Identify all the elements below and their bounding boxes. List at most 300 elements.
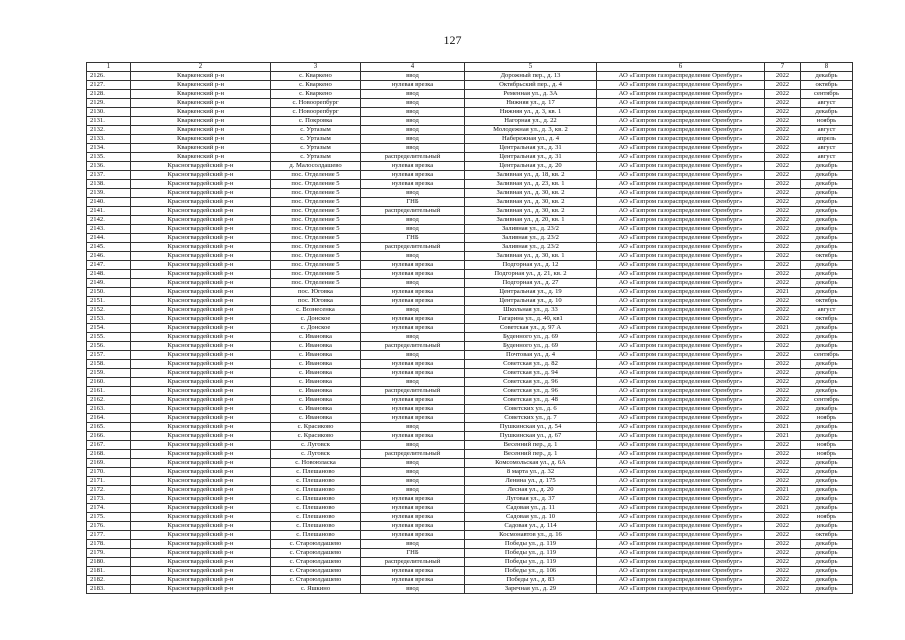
year-cell: 2022 — [765, 459, 801, 468]
work-type-cell: распределительный — [361, 387, 465, 396]
address-cell: Победы ул., д. 119 — [465, 549, 597, 558]
year-cell: 2022 — [765, 234, 801, 243]
month-cell: декабрь — [801, 486, 853, 495]
settlement-cell: пос. Отделение 5 — [271, 207, 361, 216]
work-type-cell: распределительный — [361, 342, 465, 351]
month-cell: декабрь — [801, 567, 853, 576]
address-cell: Школьная ул., д. 33 — [465, 306, 597, 315]
year-cell: 2022 — [765, 252, 801, 261]
address-cell: Комсомольская ул., д. 6А — [465, 459, 597, 468]
row-number-cell: 2170. — [87, 468, 131, 477]
table-row — [87, 459, 853, 468]
table-row — [87, 90, 853, 99]
work-type-cell: распределительный — [361, 153, 465, 162]
address-cell: Весенний пер., д. 1 — [465, 441, 597, 450]
table-row — [87, 504, 853, 513]
month-cell: декабрь — [801, 423, 853, 432]
month-cell: ноябрь — [801, 117, 853, 126]
settlement-cell: с. Плешаново — [271, 504, 361, 513]
year-cell: 2021 — [765, 432, 801, 441]
district-cell: Красногвардейский р-н — [131, 270, 271, 279]
settlement-cell: пос. Отделение 5 — [271, 180, 361, 189]
organization-cell: АО «Газпром газораспределение Оренбург» — [597, 108, 765, 117]
table-row — [87, 243, 853, 252]
month-cell: ноябрь — [801, 450, 853, 459]
table-row — [87, 495, 853, 504]
organization-cell: АО «Газпром газораспределение Оренбург» — [597, 162, 765, 171]
settlement-cell: с. Плешаново — [271, 486, 361, 495]
year-cell: 2022 — [765, 585, 801, 594]
settlement-cell: с. Ивановка — [271, 405, 361, 414]
address-cell: Советская ул., д. 48 — [465, 396, 597, 405]
table-row — [87, 405, 853, 414]
row-number-cell: 2178. — [87, 540, 131, 549]
work-type-cell: ввод — [361, 252, 465, 261]
district-cell: Красногвардейский р-н — [131, 297, 271, 306]
settlement-cell: пос. Отделение 5 — [271, 189, 361, 198]
district-cell: Красногвардейский р-н — [131, 216, 271, 225]
table-row — [87, 414, 853, 423]
row-number-cell: 2163. — [87, 405, 131, 414]
row-number-cell: 2172. — [87, 486, 131, 495]
row-number-cell: 2164. — [87, 414, 131, 423]
district-cell: Красногвардейский р-н — [131, 585, 271, 594]
address-cell: Гагарина ул., д. 40, кв1 — [465, 315, 597, 324]
table-row — [87, 351, 853, 360]
month-cell: декабрь — [801, 495, 853, 504]
work-type-cell: нулевая врезка — [361, 324, 465, 333]
organization-cell: АО «Газпром газораспределение Оренбург» — [597, 126, 765, 135]
settlement-cell: пос. Юговка — [271, 297, 361, 306]
work-type-cell: ввод — [361, 108, 465, 117]
settlement-cell: с. Плешаново — [271, 513, 361, 522]
district-cell: Красногвардейский р-н — [131, 468, 271, 477]
work-type-cell: нулевая врезка — [361, 81, 465, 90]
year-cell: 2022 — [765, 468, 801, 477]
settlement-cell: пос. Отделение 5 — [271, 198, 361, 207]
work-type-cell: нулевая врезка — [361, 180, 465, 189]
row-number-cell: 2183. — [87, 585, 131, 594]
organization-cell: АО «Газпром газораспределение Оренбург» — [597, 432, 765, 441]
year-cell: 2022 — [765, 441, 801, 450]
row-number-cell: 2176. — [87, 522, 131, 531]
address-cell: Победы ул., д. 119 — [465, 558, 597, 567]
month-cell: декабрь — [801, 558, 853, 567]
month-cell: октябрь — [801, 252, 853, 261]
work-type-cell: ввод — [361, 225, 465, 234]
district-cell: Красногвардейский р-н — [131, 198, 271, 207]
year-cell: 2022 — [765, 360, 801, 369]
district-cell: Кваркенский р-н — [131, 90, 271, 99]
row-number-cell: 2142. — [87, 216, 131, 225]
work-type-cell: нулевая врезка — [361, 513, 465, 522]
work-type-cell: ввод — [361, 189, 465, 198]
table-row — [87, 297, 853, 306]
settlement-cell: с. Староюлдашево — [271, 540, 361, 549]
month-cell: декабрь — [801, 207, 853, 216]
settlement-cell: с. Плешаново — [271, 477, 361, 486]
address-cell: Заливная ул., д. 20, кв. 1 — [465, 216, 597, 225]
month-cell: декабрь — [801, 477, 853, 486]
organization-cell: АО «Газпром газораспределение Оренбург» — [597, 243, 765, 252]
work-type-cell: ГНБ — [361, 549, 465, 558]
work-type-cell: нулевая врезка — [361, 171, 465, 180]
table-row — [87, 585, 853, 594]
year-cell: 2022 — [765, 81, 801, 90]
organization-cell: АО «Газпром газораспределение Оренбург» — [597, 135, 765, 144]
work-type-cell: ввод — [361, 135, 465, 144]
row-number-cell: 2157. — [87, 351, 131, 360]
work-type-cell: ввод — [361, 306, 465, 315]
row-number-cell: 2134. — [87, 144, 131, 153]
district-cell: Красногвардейский р-н — [131, 252, 271, 261]
settlement-cell: с. Луговск — [271, 441, 361, 450]
year-cell: 2022 — [765, 342, 801, 351]
work-type-cell: ввод — [361, 279, 465, 288]
address-cell: Заливная ул., д. 18, кв. 2 — [465, 171, 597, 180]
table-row — [87, 576, 853, 585]
row-number-cell: 2147. — [87, 261, 131, 270]
table-row — [87, 315, 853, 324]
month-cell: октябрь — [801, 81, 853, 90]
settlement-cell: с. Староюлдашево — [271, 567, 361, 576]
address-cell: Набережная ул., д. 4 — [465, 135, 597, 144]
address-cell: Центральная ул., д. 31 — [465, 153, 597, 162]
year-cell: 2022 — [765, 396, 801, 405]
year-cell: 2022 — [765, 207, 801, 216]
work-type-cell: распределительный — [361, 558, 465, 567]
organization-cell: АО «Газпром газораспределение Оренбург» — [597, 81, 765, 90]
table-row — [87, 135, 853, 144]
settlement-cell: с. Кваркено — [271, 72, 361, 81]
month-cell: декабрь — [801, 333, 853, 342]
table-row — [87, 423, 853, 432]
row-number-cell: 2130. — [87, 108, 131, 117]
organization-cell: АО «Газпром газораспределение Оренбург» — [597, 576, 765, 585]
table-row — [87, 288, 853, 297]
year-cell: 2022 — [765, 162, 801, 171]
month-cell: сентябрь — [801, 396, 853, 405]
settlement-cell: с. Ивановка — [271, 333, 361, 342]
work-type-cell: нулевая врезка — [361, 414, 465, 423]
year-cell: 2022 — [765, 405, 801, 414]
month-cell: декабрь — [801, 225, 853, 234]
organization-cell: АО «Газпром газораспределение Оренбург» — [597, 207, 765, 216]
settlement-cell: с. Новоорепбург — [271, 108, 361, 117]
year-cell: 2022 — [765, 477, 801, 486]
district-cell: Красногвардейский р-н — [131, 531, 271, 540]
address-cell: Буденного ул., д. 69 — [465, 342, 597, 351]
row-number-cell: 2150. — [87, 288, 131, 297]
table-row — [87, 522, 853, 531]
year-cell: 2022 — [765, 135, 801, 144]
settlement-cell: с. Новоорепбург — [271, 99, 361, 108]
table-row — [87, 162, 853, 171]
district-cell: Красногвардейский р-н — [131, 288, 271, 297]
work-type-cell: нулевая врезка — [361, 360, 465, 369]
month-cell: август — [801, 99, 853, 108]
row-number-cell: 2143. — [87, 225, 131, 234]
year-cell: 2022 — [765, 495, 801, 504]
organization-cell: АО «Газпром газораспределение Оренбург» — [597, 396, 765, 405]
address-cell: Заливная ул., д. 23/2 — [465, 234, 597, 243]
year-cell: 2021 — [765, 504, 801, 513]
month-cell: декабрь — [801, 405, 853, 414]
settlement-cell: с. Уртазым — [271, 144, 361, 153]
row-number-cell: 2133. — [87, 135, 131, 144]
district-cell: Красногвардейский р-н — [131, 162, 271, 171]
district-cell: Красногвардейский р-н — [131, 369, 271, 378]
row-number-cell: 2136. — [87, 162, 131, 171]
address-cell: Победы ул., д. 83 — [465, 576, 597, 585]
district-cell: Красногвардейский р-н — [131, 513, 271, 522]
settlement-cell: с. Новоюласка — [271, 459, 361, 468]
row-number-cell: 2179. — [87, 549, 131, 558]
organization-cell: АО «Газпром газораспределение Оренбург» — [597, 450, 765, 459]
work-type-cell: нулевая врезка — [361, 162, 465, 171]
work-type-cell: ввод — [361, 441, 465, 450]
work-type-cell: ввод — [361, 486, 465, 495]
settlement-cell: с. Кваркено — [271, 81, 361, 90]
organization-cell: АО «Газпром газораспределение Оренбург» — [597, 522, 765, 531]
work-type-cell: ввод — [361, 468, 465, 477]
table-row — [87, 549, 853, 558]
district-cell: Красногвардейский р-н — [131, 360, 271, 369]
district-cell: Кваркенский р-н — [131, 99, 271, 108]
organization-cell: АО «Газпром газораспределение Оренбург» — [597, 279, 765, 288]
table-row — [87, 99, 853, 108]
table-row — [87, 387, 853, 396]
settlement-cell: пос. Отделение 5 — [271, 171, 361, 180]
year-cell: 2022 — [765, 450, 801, 459]
work-type-cell: ввод — [361, 540, 465, 549]
district-cell: Красногвардейский р-н — [131, 522, 271, 531]
row-number-cell: 2128. — [87, 90, 131, 99]
work-type-cell: ГНБ — [361, 198, 465, 207]
settlement-cell: с. Вознесенка — [271, 306, 361, 315]
organization-cell: АО «Газпром газораспределение Оренбург» — [597, 486, 765, 495]
district-cell: Кваркенский р-н — [131, 108, 271, 117]
settlement-cell: пос. Юговка — [271, 288, 361, 297]
row-number-cell: 2153. — [87, 315, 131, 324]
month-cell: август — [801, 306, 853, 315]
address-cell: Нижняя ул., д. 3, кв. 1 — [465, 108, 597, 117]
address-cell: Центральная ул., д. 19 — [465, 288, 597, 297]
year-cell: 2022 — [765, 198, 801, 207]
settlement-cell: с. Плешаново — [271, 531, 361, 540]
district-cell: Красногвардейский р-н — [131, 351, 271, 360]
year-cell: 2022 — [765, 513, 801, 522]
month-cell: декабрь — [801, 522, 853, 531]
district-cell: Красногвардейский р-н — [131, 234, 271, 243]
month-cell: ноябрь — [801, 513, 853, 522]
address-cell: Заливная ул., д. 23, кв. 1 — [465, 180, 597, 189]
table-row — [87, 180, 853, 189]
table-row — [87, 198, 853, 207]
table-row — [87, 108, 853, 117]
settlement-cell: с. Староюлдашево — [271, 576, 361, 585]
address-cell: Почтовая ул., д. 4 — [465, 351, 597, 360]
row-number-cell: 2151. — [87, 297, 131, 306]
organization-cell: АО «Газпром газораспределение Оренбург» — [597, 513, 765, 522]
work-type-cell: ввод — [361, 423, 465, 432]
district-cell: Красногвардейский р-н — [131, 549, 271, 558]
table-row — [87, 477, 853, 486]
year-cell: 2022 — [765, 126, 801, 135]
row-number-cell: 2180. — [87, 558, 131, 567]
row-number-cell: 2139. — [87, 189, 131, 198]
settlement-cell: с. Луговск — [271, 450, 361, 459]
table-row — [87, 153, 853, 162]
work-type-cell: ввод — [361, 90, 465, 99]
organization-cell: АО «Газпром газораспределение Оренбург» — [597, 180, 765, 189]
row-number-cell: 2173. — [87, 495, 131, 504]
organization-cell: АО «Газпром газораспределение Оренбург» — [597, 270, 765, 279]
district-cell: Красногвардейский р-н — [131, 540, 271, 549]
settlement-cell: с. Ивановка — [271, 414, 361, 423]
year-cell: 2022 — [765, 549, 801, 558]
column-header: 4 — [361, 63, 465, 72]
year-cell: 2022 — [765, 117, 801, 126]
table-row — [87, 432, 853, 441]
month-cell: декабрь — [801, 324, 853, 333]
column-header: 8 — [801, 63, 853, 72]
year-cell: 2022 — [765, 558, 801, 567]
address-cell: Подгорная ул., д. 21, кв. 2 — [465, 270, 597, 279]
settlement-cell: пос. Отделение 5 — [271, 216, 361, 225]
year-cell: 2022 — [765, 180, 801, 189]
address-cell: Садовая ул., д. 11 — [465, 504, 597, 513]
column-header: 7 — [765, 63, 801, 72]
work-type-cell: нулевая врезка — [361, 315, 465, 324]
organization-cell: АО «Газпром газораспределение Оренбург» — [597, 225, 765, 234]
month-cell: декабрь — [801, 243, 853, 252]
row-number-cell: 2177. — [87, 531, 131, 540]
work-type-cell: нулевая врезка — [361, 432, 465, 441]
month-cell: декабрь — [801, 72, 853, 81]
column-header: 2 — [131, 63, 271, 72]
settlement-cell: с. Ивановка — [271, 396, 361, 405]
row-number-cell: 2175. — [87, 513, 131, 522]
organization-cell: АО «Газпром газораспределение Оренбург» — [597, 378, 765, 387]
address-cell: Молодежная ул., д. 3, кв. 2 — [465, 126, 597, 135]
settlement-cell: пос. Отделение 5 — [271, 225, 361, 234]
month-cell: декабрь — [801, 576, 853, 585]
district-cell: Красногвардейский р-н — [131, 180, 271, 189]
row-number-cell: 2182. — [87, 576, 131, 585]
month-cell: октябрь — [801, 315, 853, 324]
district-cell: Красногвардейский р-н — [131, 459, 271, 468]
address-cell: Садовая ул., д. 114 — [465, 522, 597, 531]
row-number-cell: 2165. — [87, 423, 131, 432]
year-cell: 2022 — [765, 369, 801, 378]
month-cell: декабрь — [801, 216, 853, 225]
organization-cell: АО «Газпром газораспределение Оренбург» — [597, 495, 765, 504]
year-cell: 2022 — [765, 270, 801, 279]
district-cell: Красногвардейский р-н — [131, 396, 271, 405]
row-number-cell: 2137. — [87, 171, 131, 180]
year-cell: 2022 — [765, 216, 801, 225]
work-type-cell: нулевая врезка — [361, 288, 465, 297]
organization-cell: АО «Газпром газораспределение Оренбург» — [597, 333, 765, 342]
table-row — [87, 513, 853, 522]
settlement-cell: с. Плешаново — [271, 522, 361, 531]
district-cell: Кваркенский р-н — [131, 144, 271, 153]
district-cell: Красногвардейский р-н — [131, 342, 271, 351]
table-row — [87, 342, 853, 351]
settlement-cell: пос. Отделение 5 — [271, 270, 361, 279]
table-row — [87, 450, 853, 459]
organization-cell: АО «Газпром газораспределение Оренбург» — [597, 423, 765, 432]
work-type-cell: ввод — [361, 477, 465, 486]
work-type-cell: ввод — [361, 99, 465, 108]
address-cell: Советских ул., д. 6 — [465, 405, 597, 414]
district-cell: Красногвардейский р-н — [131, 306, 271, 315]
year-cell: 2022 — [765, 333, 801, 342]
organization-cell: АО «Газпром газораспределение Оренбург» — [597, 387, 765, 396]
month-cell: декабрь — [801, 180, 853, 189]
month-cell: декабрь — [801, 540, 853, 549]
work-type-cell: ввод — [361, 117, 465, 126]
organization-cell: АО «Газпром газораспределение Оренбург» — [597, 405, 765, 414]
district-cell: Красногвардейский р-н — [131, 405, 271, 414]
work-type-cell: нулевая врезка — [361, 369, 465, 378]
district-cell: Красногвардейский р-н — [131, 243, 271, 252]
year-cell: 2022 — [765, 351, 801, 360]
work-type-cell: ввод — [361, 459, 465, 468]
organization-cell: АО «Газпром газораспределение Оренбург» — [597, 459, 765, 468]
row-number-cell: 2146. — [87, 252, 131, 261]
work-type-cell: ввод — [361, 351, 465, 360]
table-row — [87, 333, 853, 342]
row-number-cell: 2126. — [87, 72, 131, 81]
work-type-cell: распределительный — [361, 207, 465, 216]
month-cell: декабрь — [801, 270, 853, 279]
table-row — [87, 486, 853, 495]
address-cell: Центральная ул., д. 31 — [465, 144, 597, 153]
work-type-cell: ввод — [361, 378, 465, 387]
address-cell: Заливная ул., д. 30, кв. 2 — [465, 189, 597, 198]
address-cell: Заливная ул., д. 30, кв. 2 — [465, 198, 597, 207]
work-type-cell: ГНБ — [361, 234, 465, 243]
register-table — [86, 62, 853, 594]
year-cell: 2022 — [765, 99, 801, 108]
row-number-cell: 2154. — [87, 324, 131, 333]
month-cell: декабрь — [801, 261, 853, 270]
row-number-cell: 2148. — [87, 270, 131, 279]
address-cell: Заречная ул., д. 29 — [465, 585, 597, 594]
year-cell: 2021 — [765, 423, 801, 432]
month-cell: декабрь — [801, 432, 853, 441]
year-cell: 2022 — [765, 387, 801, 396]
table-row — [87, 261, 853, 270]
work-type-cell: нулевая врезка — [361, 405, 465, 414]
table-row — [87, 567, 853, 576]
organization-cell: АО «Газпром газораспределение Оренбург» — [597, 297, 765, 306]
table-row — [87, 126, 853, 135]
row-number-cell: 2174. — [87, 504, 131, 513]
table-row — [87, 144, 853, 153]
organization-cell: АО «Газпром газораспределение Оренбург» — [597, 315, 765, 324]
address-cell: Советская ул., д. 96 — [465, 387, 597, 396]
organization-cell: АО «Газпром газораспределение Оренбург» — [597, 558, 765, 567]
address-cell: Ленина ул., д. 175 — [465, 477, 597, 486]
row-number-cell: 2140. — [87, 198, 131, 207]
settlement-cell: с. Ивановка — [271, 360, 361, 369]
table-row — [87, 207, 853, 216]
district-cell: Красногвардейский р-н — [131, 576, 271, 585]
settlement-cell: д. Малосолдашево — [271, 162, 361, 171]
